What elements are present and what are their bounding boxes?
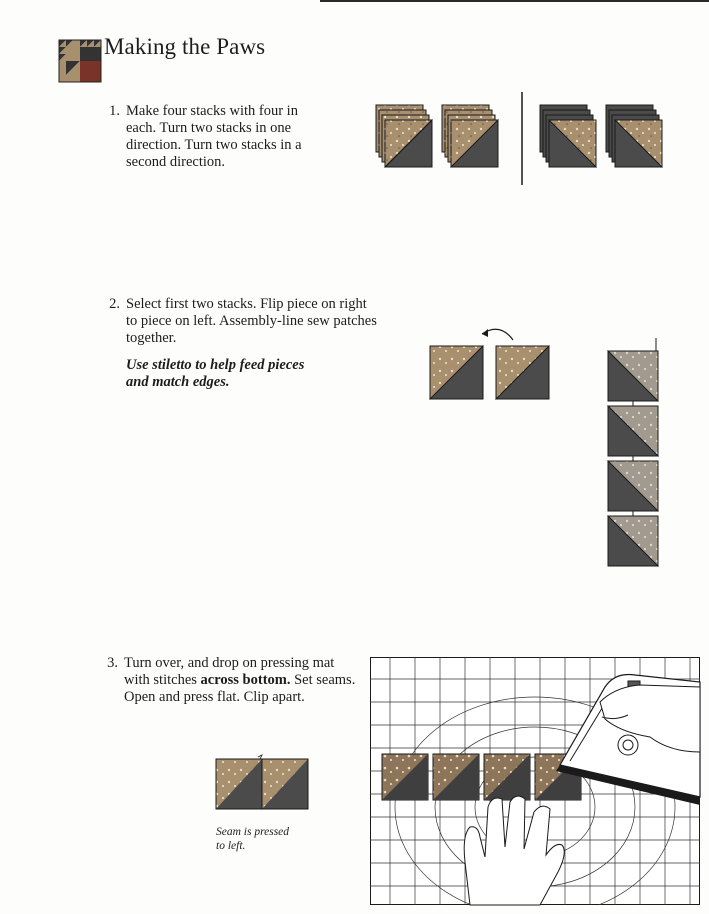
stack-c [540, 105, 596, 167]
step-1-line: second direction. [126, 154, 226, 170]
step-1-line: each. Turn two stacks in one [126, 120, 292, 136]
stack-d [606, 105, 662, 167]
step-1-line: Make four stacks with four in [126, 103, 298, 119]
step-3-bold: across bottom. [200, 672, 291, 688]
page-title: Making the Paws [104, 34, 266, 59]
step-3-line2-start: with stitches [124, 672, 201, 688]
stack-a [376, 105, 432, 167]
step-1-line: direction. Turn two stacks in a [126, 137, 302, 153]
step-2-sewn-column [600, 338, 670, 573]
step-3-line: Turn over, and drop on pressing mat [124, 655, 335, 671]
step-3-line2-end: Set seams. [290, 672, 356, 688]
step-2-tip [126, 357, 304, 391]
bear-paw-block-icon [59, 40, 101, 82]
step-1-text [126, 103, 302, 171]
step-3-number: 3. [107, 655, 118, 671]
step-3-text [124, 655, 355, 706]
step-2-line: to piece on left. Assembly-line sew patches [126, 313, 377, 329]
step-2-flip-illustration [425, 320, 555, 405]
step-3-line: Open and press flat. Clip apart. [124, 689, 305, 705]
step-2-line: Select first two stacks. Flip piece on right [126, 296, 367, 312]
caption-line: Seam is pressed [216, 826, 290, 838]
step-2-tip-line: Use stiletto to help feed pieces [126, 357, 305, 373]
step-3-line [124, 672, 355, 689]
pressing-mat-illustration [370, 657, 700, 905]
step-2-line: together. [126, 330, 177, 346]
step-2-number: 2. [109, 296, 120, 312]
step-1-stacks-illustration [370, 90, 680, 190]
step-1-number: 1. [109, 103, 120, 119]
header-rule [320, 0, 709, 2]
caption-line: to left. [216, 840, 246, 852]
step-2-text [126, 296, 377, 347]
step-3-pressed-pair [214, 755, 314, 815]
step-3-caption [216, 825, 289, 853]
stack-b [442, 105, 498, 167]
step-2-tip-line: and match edges. [126, 374, 230, 390]
